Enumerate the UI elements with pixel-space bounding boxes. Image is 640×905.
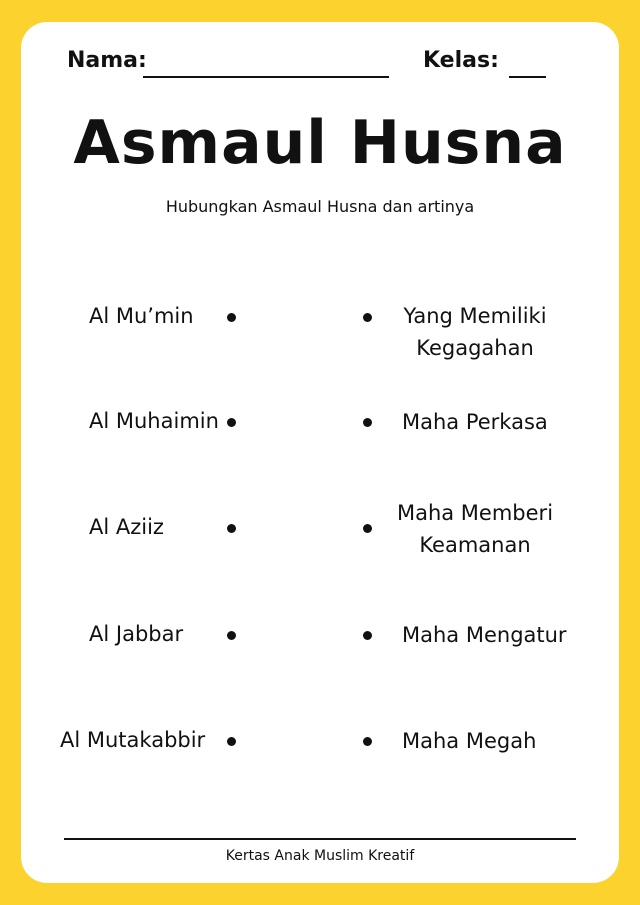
left-dot[interactable] bbox=[227, 524, 236, 533]
class-input-line[interactable] bbox=[509, 76, 546, 78]
left-dot[interactable] bbox=[227, 313, 236, 322]
class-label: Kelas: bbox=[423, 48, 499, 73]
left-dot[interactable] bbox=[227, 737, 236, 746]
right-item bbox=[395, 497, 555, 561]
right-item: Maha Perkasa bbox=[402, 410, 548, 434]
right-item-line: Kegagahan bbox=[416, 336, 534, 360]
right-dot[interactable] bbox=[363, 631, 372, 640]
instruction: Hubungkan Asmaul Husna dan artinya bbox=[165, 197, 475, 216]
left-item: Al Mutakabbir bbox=[60, 728, 206, 752]
left-item: Al Mu’min bbox=[89, 304, 194, 328]
left-item: Al Jabbar bbox=[89, 622, 184, 646]
right-dot[interactable] bbox=[363, 313, 372, 322]
right-dot[interactable] bbox=[363, 418, 372, 427]
name-input-line[interactable] bbox=[143, 76, 389, 78]
left-dot[interactable] bbox=[227, 418, 236, 427]
name-label: Nama: bbox=[67, 48, 147, 73]
right-item-line: Keamanan bbox=[419, 533, 531, 557]
left-dot[interactable] bbox=[227, 631, 236, 640]
page-title: Asmaul Husna bbox=[73, 108, 567, 178]
right-item bbox=[395, 300, 555, 364]
footer-divider bbox=[64, 838, 576, 840]
right-dot[interactable] bbox=[363, 737, 372, 746]
left-item: Al Aziiz bbox=[89, 515, 164, 539]
left-item: Al Muhaimin bbox=[89, 409, 219, 433]
footer-text: Kertas Anak Muslim Kreatif bbox=[225, 848, 415, 864]
right-dot[interactable] bbox=[363, 524, 372, 533]
right-item-line: Yang Memiliki bbox=[403, 304, 547, 328]
right-item: Maha Megah bbox=[402, 729, 537, 753]
right-item: Maha Mengatur bbox=[402, 623, 567, 647]
right-item-line: Maha Memberi bbox=[396, 501, 554, 525]
